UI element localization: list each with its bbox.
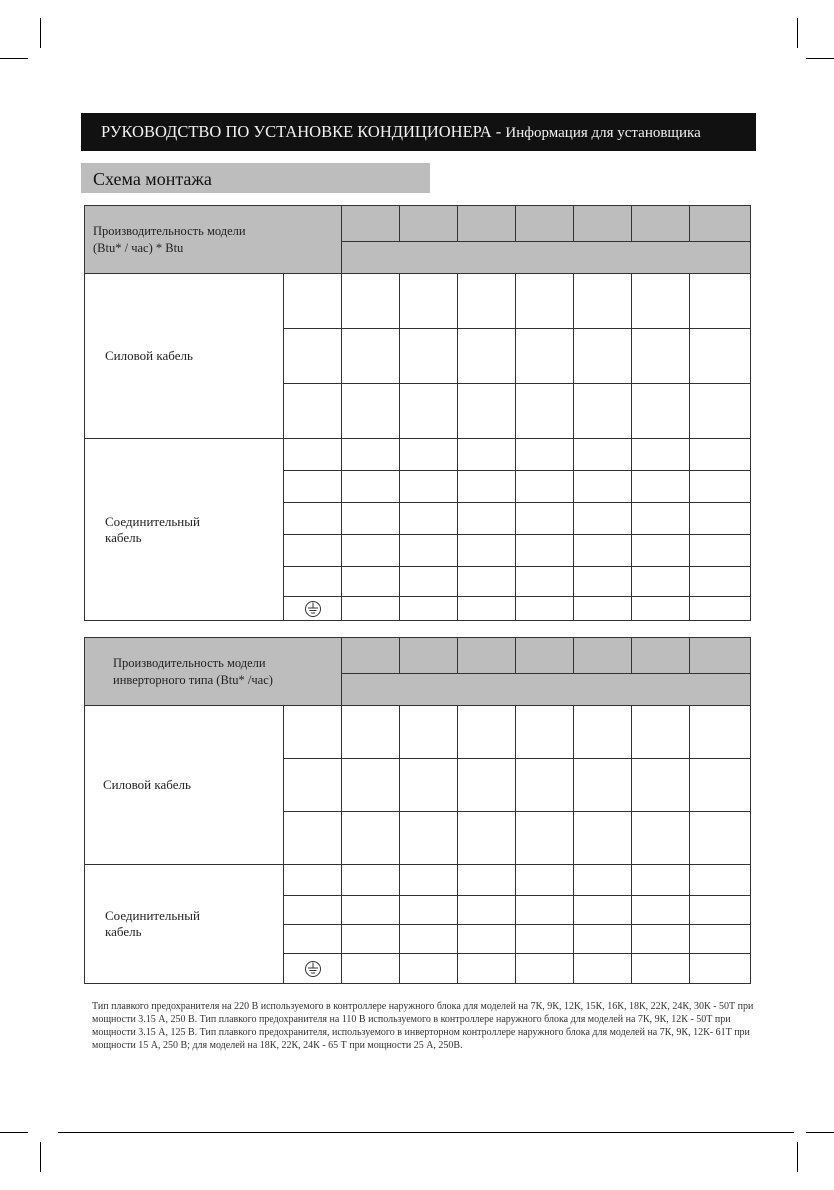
value-cell: [574, 896, 632, 925]
model-subheader: [342, 242, 751, 274]
value-cell: [516, 706, 574, 759]
model-cell: [458, 206, 516, 242]
value-cell: [574, 954, 632, 984]
wire-cell: [284, 865, 342, 896]
value-cell: [632, 274, 690, 329]
value-cell: [516, 812, 574, 865]
value-cell: [690, 812, 751, 865]
value-cell: [516, 925, 574, 954]
spec-cell: [284, 706, 342, 759]
value-cell: [458, 439, 516, 471]
inverter-capacity-header: [85, 638, 342, 706]
value-cell: [516, 329, 574, 384]
value-cell: [342, 706, 400, 759]
value-cell: [690, 274, 751, 329]
value-cell: [400, 471, 458, 503]
value-cell: [516, 535, 574, 567]
value-cell: [458, 503, 516, 535]
crop-mark: [806, 1132, 834, 1133]
value-cell: [458, 384, 516, 439]
value-cell: [458, 706, 516, 759]
header-subtitle: Информация для установщика: [505, 125, 701, 141]
value-cell: [342, 812, 400, 865]
value-cell: [574, 706, 632, 759]
value-cell: [458, 812, 516, 865]
header-separator: -: [491, 122, 506, 141]
value-cell: [400, 535, 458, 567]
value-cell: [632, 503, 690, 535]
value-cell: [690, 925, 751, 954]
wire-cell: [284, 567, 342, 597]
model-cell: [690, 638, 751, 674]
connecting-cable-text: кабель: [105, 924, 142, 939]
value-cell: [342, 865, 400, 896]
value-cell: [516, 471, 574, 503]
power-cable-text: Силовой кабель: [105, 348, 193, 363]
value-cell: [400, 925, 458, 954]
ground-cell: [284, 597, 342, 621]
value-cell: [632, 925, 690, 954]
fuse-note-text: Тип плавкого предохранителя на 220 В используемого в контроллере наружного блока для моделей на 7К, 9К, 12К, 15К, 16К, 18К, 22К, 24К, 30К - 50Т при мощности 3.15 А, 250 В. Тип плавкого предохранителя на 110 В используемого в контроллере наружного блока для моделей на 7К, 9К, 12К - 50Т при мощности 3.15 А, 125 В. Тип плавкого предохранителя, используемого в инверторном контроллере наружного блока для моделей на 7К, 9К, 12К- 61Т при мощности 15 А, 250 В; для моделей на 18К, 22К, 24К - 65 Т при мощности 25 А, 250В.: [92, 1001, 754, 1051]
value-cell: [342, 896, 400, 925]
value-cell: [632, 535, 690, 567]
value-cell: [342, 471, 400, 503]
spec-cell: [284, 329, 342, 384]
model-cell: [516, 638, 574, 674]
value-cell: [516, 503, 574, 535]
crop-mark: [797, 18, 798, 48]
header-line: Производительность модели: [113, 655, 266, 670]
value-cell: [574, 274, 632, 329]
value-cell: [632, 439, 690, 471]
value-cell: [342, 274, 400, 329]
power-cable-label: [85, 706, 284, 865]
value-cell: [632, 954, 690, 984]
value-cell: [458, 329, 516, 384]
value-cell: [458, 925, 516, 954]
value-cell: [458, 759, 516, 812]
value-cell: [458, 896, 516, 925]
model-subheader: [342, 674, 751, 706]
value-cell: [516, 597, 574, 621]
value-cell: [458, 597, 516, 621]
value-cell: [400, 439, 458, 471]
value-cell: [400, 274, 458, 329]
value-cell: [342, 925, 400, 954]
section-title-text: Схема монтажа: [93, 169, 212, 189]
value-cell: [690, 954, 751, 984]
value-cell: [342, 597, 400, 621]
model-cell: [690, 206, 751, 242]
crop-mark: [40, 1142, 41, 1172]
section-title: [81, 163, 430, 193]
page-header: [81, 113, 756, 151]
connecting-cable-text: кабель: [105, 529, 142, 545]
value-cell: [458, 274, 516, 329]
value-cell: [400, 759, 458, 812]
value-cell: [632, 896, 690, 925]
value-cell: [342, 439, 400, 471]
crop-mark: [0, 1132, 28, 1133]
spec-cell: [284, 274, 342, 329]
crop-mark: [797, 1142, 798, 1172]
model-cell: [574, 206, 632, 242]
value-cell: [632, 759, 690, 812]
value-cell: [574, 567, 632, 597]
value-cell: [574, 865, 632, 896]
spec-cell: [284, 759, 342, 812]
value-cell: [690, 471, 751, 503]
value-cell: [400, 954, 458, 984]
header-line: (Btu* / час) * Btu: [93, 240, 184, 255]
wire-cell: [284, 503, 342, 535]
value-cell: [516, 759, 574, 812]
value-cell: [690, 503, 751, 535]
value-cell: [516, 954, 574, 984]
value-cell: [574, 925, 632, 954]
value-cell: [574, 329, 632, 384]
footer-rule: [58, 1132, 794, 1133]
connecting-cable-text: Соединительный: [105, 908, 200, 923]
value-cell: [690, 706, 751, 759]
value-cell: [516, 274, 574, 329]
value-cell: [516, 567, 574, 597]
value-cell: [400, 812, 458, 865]
value-cell: [690, 384, 751, 439]
power-cable-text: Силовой кабель: [103, 777, 191, 792]
value-cell: [342, 329, 400, 384]
ground-symbol-icon: [304, 600, 322, 618]
value-cell: [574, 471, 632, 503]
connecting-cable-text: Соединительный: [105, 513, 200, 529]
header-line: Производительность модели: [93, 223, 246, 238]
value-cell: [690, 439, 751, 471]
value-cell: [516, 865, 574, 896]
value-cell: [400, 896, 458, 925]
model-cell: [632, 638, 690, 674]
value-cell: [632, 329, 690, 384]
value-cell: [400, 384, 458, 439]
crop-mark: [40, 18, 41, 48]
wire-cell: [284, 471, 342, 503]
model-cell: [458, 638, 516, 674]
model-cell: [574, 638, 632, 674]
value-cell: [400, 865, 458, 896]
value-cell: [574, 384, 632, 439]
wire-cell: [284, 535, 342, 567]
power-cable-label: [85, 274, 284, 439]
value-cell: [400, 329, 458, 384]
ground-cell: [284, 954, 342, 984]
model-cell: [400, 638, 458, 674]
model-cell: [632, 206, 690, 242]
wiring-table-inverter: [84, 637, 751, 984]
value-cell: [342, 759, 400, 812]
wire-cell: [284, 896, 342, 925]
value-cell: [574, 812, 632, 865]
value-cell: [690, 597, 751, 621]
value-cell: [458, 865, 516, 896]
value-cell: [690, 567, 751, 597]
value-cell: [342, 384, 400, 439]
value-cell: [632, 597, 690, 621]
value-cell: [458, 954, 516, 984]
value-cell: [342, 954, 400, 984]
value-cell: [458, 567, 516, 597]
value-cell: [632, 567, 690, 597]
value-cell: [632, 384, 690, 439]
model-cell: [516, 206, 574, 242]
model-capacity-header: [85, 206, 342, 274]
wire-cell: [284, 925, 342, 954]
spec-cell: [284, 384, 342, 439]
value-cell: [632, 812, 690, 865]
value-cell: [690, 535, 751, 567]
crop-mark: [806, 58, 834, 59]
spec-cell: [284, 812, 342, 865]
value-cell: [516, 439, 574, 471]
value-cell: [574, 439, 632, 471]
value-cell: [632, 471, 690, 503]
model-cell: [400, 206, 458, 242]
connecting-cable-label: [85, 865, 284, 984]
header-line: инверторного типа (Btu* /час): [113, 672, 273, 687]
value-cell: [400, 706, 458, 759]
value-cell: [574, 535, 632, 567]
wiring-table-standard: [84, 205, 751, 621]
value-cell: [690, 329, 751, 384]
value-cell: [574, 759, 632, 812]
value-cell: [632, 865, 690, 896]
fuse-note: [92, 1000, 760, 1052]
value-cell: [632, 706, 690, 759]
value-cell: [690, 865, 751, 896]
wire-cell: [284, 439, 342, 471]
value-cell: [342, 503, 400, 535]
connecting-cable-label: [85, 439, 284, 621]
value-cell: [400, 567, 458, 597]
value-cell: [516, 896, 574, 925]
value-cell: [458, 471, 516, 503]
header-title: РУКОВОДСТВО ПО УСТАНОВКЕ КОНДИЦИОНЕРА: [101, 122, 492, 141]
value-cell: [400, 503, 458, 535]
value-cell: [458, 535, 516, 567]
value-cell: [516, 384, 574, 439]
value-cell: [400, 597, 458, 621]
value-cell: [342, 567, 400, 597]
value-cell: [690, 759, 751, 812]
value-cell: [342, 535, 400, 567]
value-cell: [574, 503, 632, 535]
model-cell: [342, 638, 400, 674]
ground-symbol-icon: [304, 960, 322, 978]
value-cell: [690, 896, 751, 925]
model-cell: [342, 206, 400, 242]
value-cell: [574, 597, 632, 621]
crop-mark: [0, 58, 28, 59]
